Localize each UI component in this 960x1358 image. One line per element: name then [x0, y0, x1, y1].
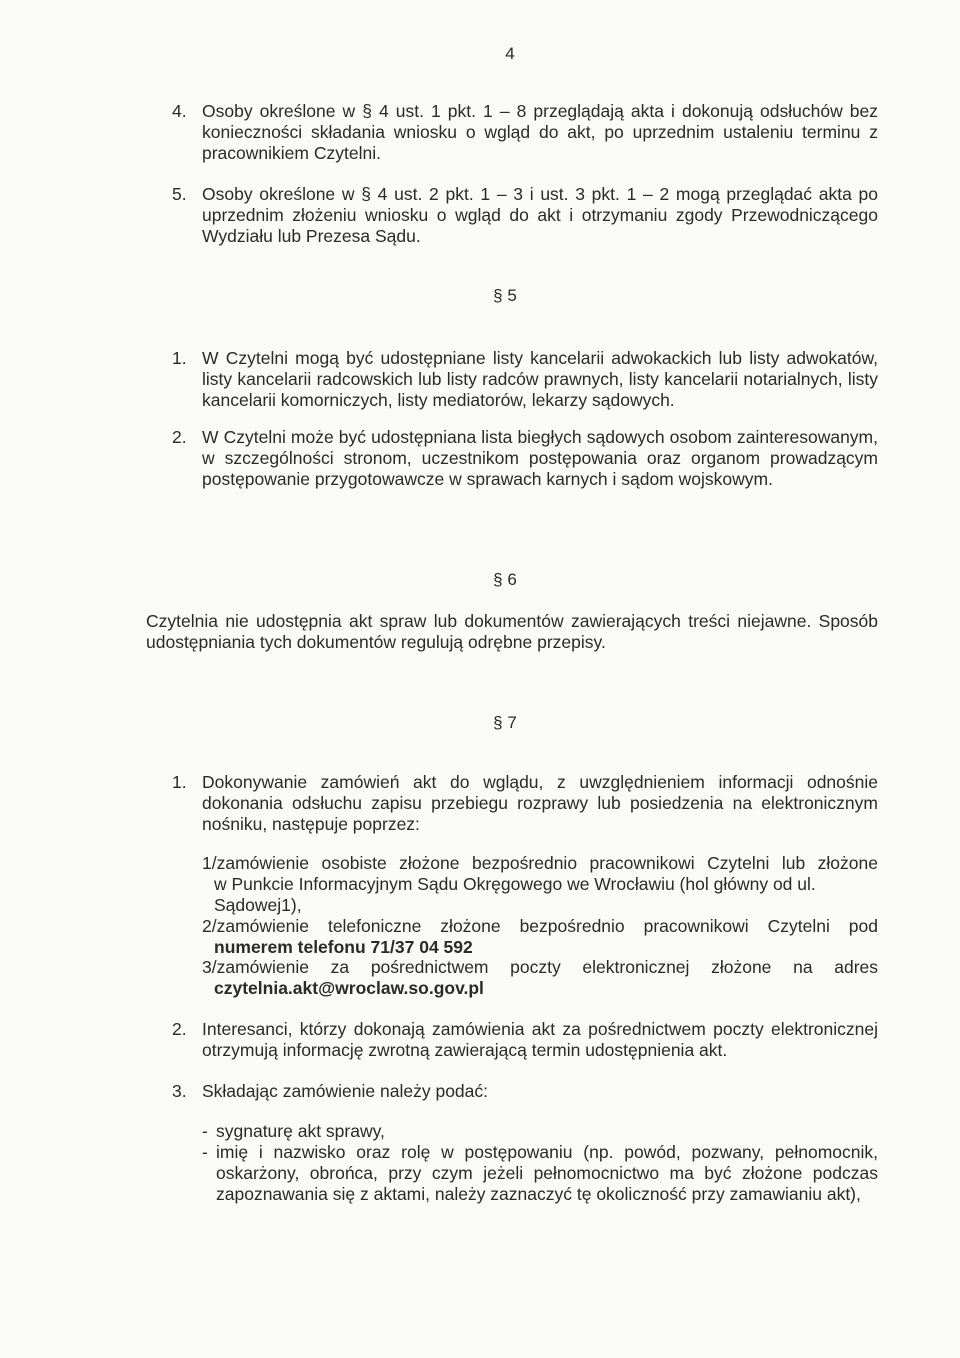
item-number: 2.	[172, 1019, 187, 1039]
paragraph-5-2	[172, 427, 878, 490]
sub-item-text: 3/zamówienie za pośrednictwem poczty elektronicznej złożone na adres	[202, 957, 878, 977]
item-text: Osoby określone w § 4 ust. 1 pkt. 1 – 8 przeglądają akta i dokonują odsłuchów bez konieczności składania wniosku o wgląd do akt, po uprzednim ustaleniu terminu z pracownikiem Czytelni.	[202, 101, 878, 163]
item-number: 1.	[172, 348, 187, 368]
sub-item-continuation: Sądowej1),	[214, 895, 302, 915]
sub-item-3	[202, 957, 878, 999]
item-number: 4.	[172, 101, 187, 121]
paragraph-4-5	[172, 184, 878, 247]
item-number: 5.	[172, 184, 187, 204]
item-text: Osoby określone w § 4 ust. 2 pkt. 1 – 3 i ust. 3 pkt. 1 – 2 mogą przeglądać akta po uprzednim złożeniu wniosku o wgląd do akt i otrzymaniu zgody Przewodniczącego Wydziału lub Prezesa Sądu.	[202, 184, 878, 246]
item-text: Interesanci, którzy dokonają zamówienia akt za pośrednictwem poczty elektronicznej otrzymują informację zwrotną zawierającą termin udostępnienia akt.	[202, 1019, 878, 1060]
item-number: 3.	[172, 1081, 187, 1101]
section-5-heading: § 5	[493, 286, 517, 305]
dash-bullet: -	[202, 1121, 208, 1141]
item-number: 1.	[172, 772, 187, 792]
item-text: W Czytelni mogą być udostępniane listy kancelarii adwokackich lub listy adwokatów, listy kancelarii radcowskich lub listy radców prawnych, listy kancelarii notarialnych, listy kancelarii komorniczych, listy mediatorów, lekarzy sądowych.	[202, 348, 878, 410]
section-7-heading: § 7	[493, 713, 517, 732]
sub-item-text: 1/zamówienie osobiste złożone bezpośrednio pracownikowi Czytelni lub złożone	[202, 853, 878, 873]
paragraph-4-4	[172, 101, 878, 164]
phone-number: numerem telefonu 71/37 04 592	[214, 937, 473, 957]
paragraph-7-3	[172, 1081, 878, 1102]
required-info-list	[202, 1121, 878, 1205]
paragraph-6: Czytelnia nie udostępnia akt spraw lub dokumentów zawierających treści niejawne. Sposób udostępniania tych dokumentów regulują odrębne przepisy.	[146, 611, 878, 652]
list-item: - sygnaturę akt sprawy,	[202, 1121, 385, 1141]
dash-bullet: -	[202, 1142, 208, 1162]
paragraph-5-1	[172, 348, 878, 411]
email-address: czytelnia.akt@wroclaw.so.gov.pl	[214, 978, 484, 998]
page-number: 4	[505, 44, 515, 63]
item-number: 2.	[172, 427, 187, 447]
sub-item-continuation: w Punkcie Informacyjnym Sądu Okręgowego we Wrocławiu (hol główny od ul.	[214, 874, 816, 894]
item-text: Składając zamówienie należy podać:	[202, 1081, 488, 1101]
sub-item-2	[202, 916, 878, 958]
list-item: - imię i nazwisko oraz rolę w postępowaniu (np. powód, pozwany, pełnomocnik, oskarżony, obrońca, przy czym jeżeli pełnomocnictwo ma być złożone podczas zapoznawania się z aktami, należy zaznaczyć tę okoliczność przy zamawianiu akt),	[202, 1142, 878, 1204]
section-6-heading: § 6	[493, 570, 517, 589]
item-text: Dokonywanie zamówień akt do wglądu, z uwzględnieniem informacji odnośnie dokonania odsłuchu zapisu przebiegu rozprawy lub posiedzenia na elektronicznym nośniku, następuje poprzez:	[202, 772, 878, 834]
item-text: W Czytelni może być udostępniana lista biegłych sądowych osobom zainteresowanym, w szczególności stronom, uczestnikom postępowania oraz organom prowadzącym postępowanie przygotowawcze w sprawach karnych i sądom wojskowym.	[202, 427, 878, 489]
sub-item-1	[202, 853, 878, 916]
paragraph-7-2	[172, 1019, 878, 1061]
sub-item-text: 2/zamówienie telefoniczne złożone bezpośrednio pracownikowi Czytelni pod	[202, 916, 878, 936]
paragraph-7-1	[172, 772, 878, 835]
